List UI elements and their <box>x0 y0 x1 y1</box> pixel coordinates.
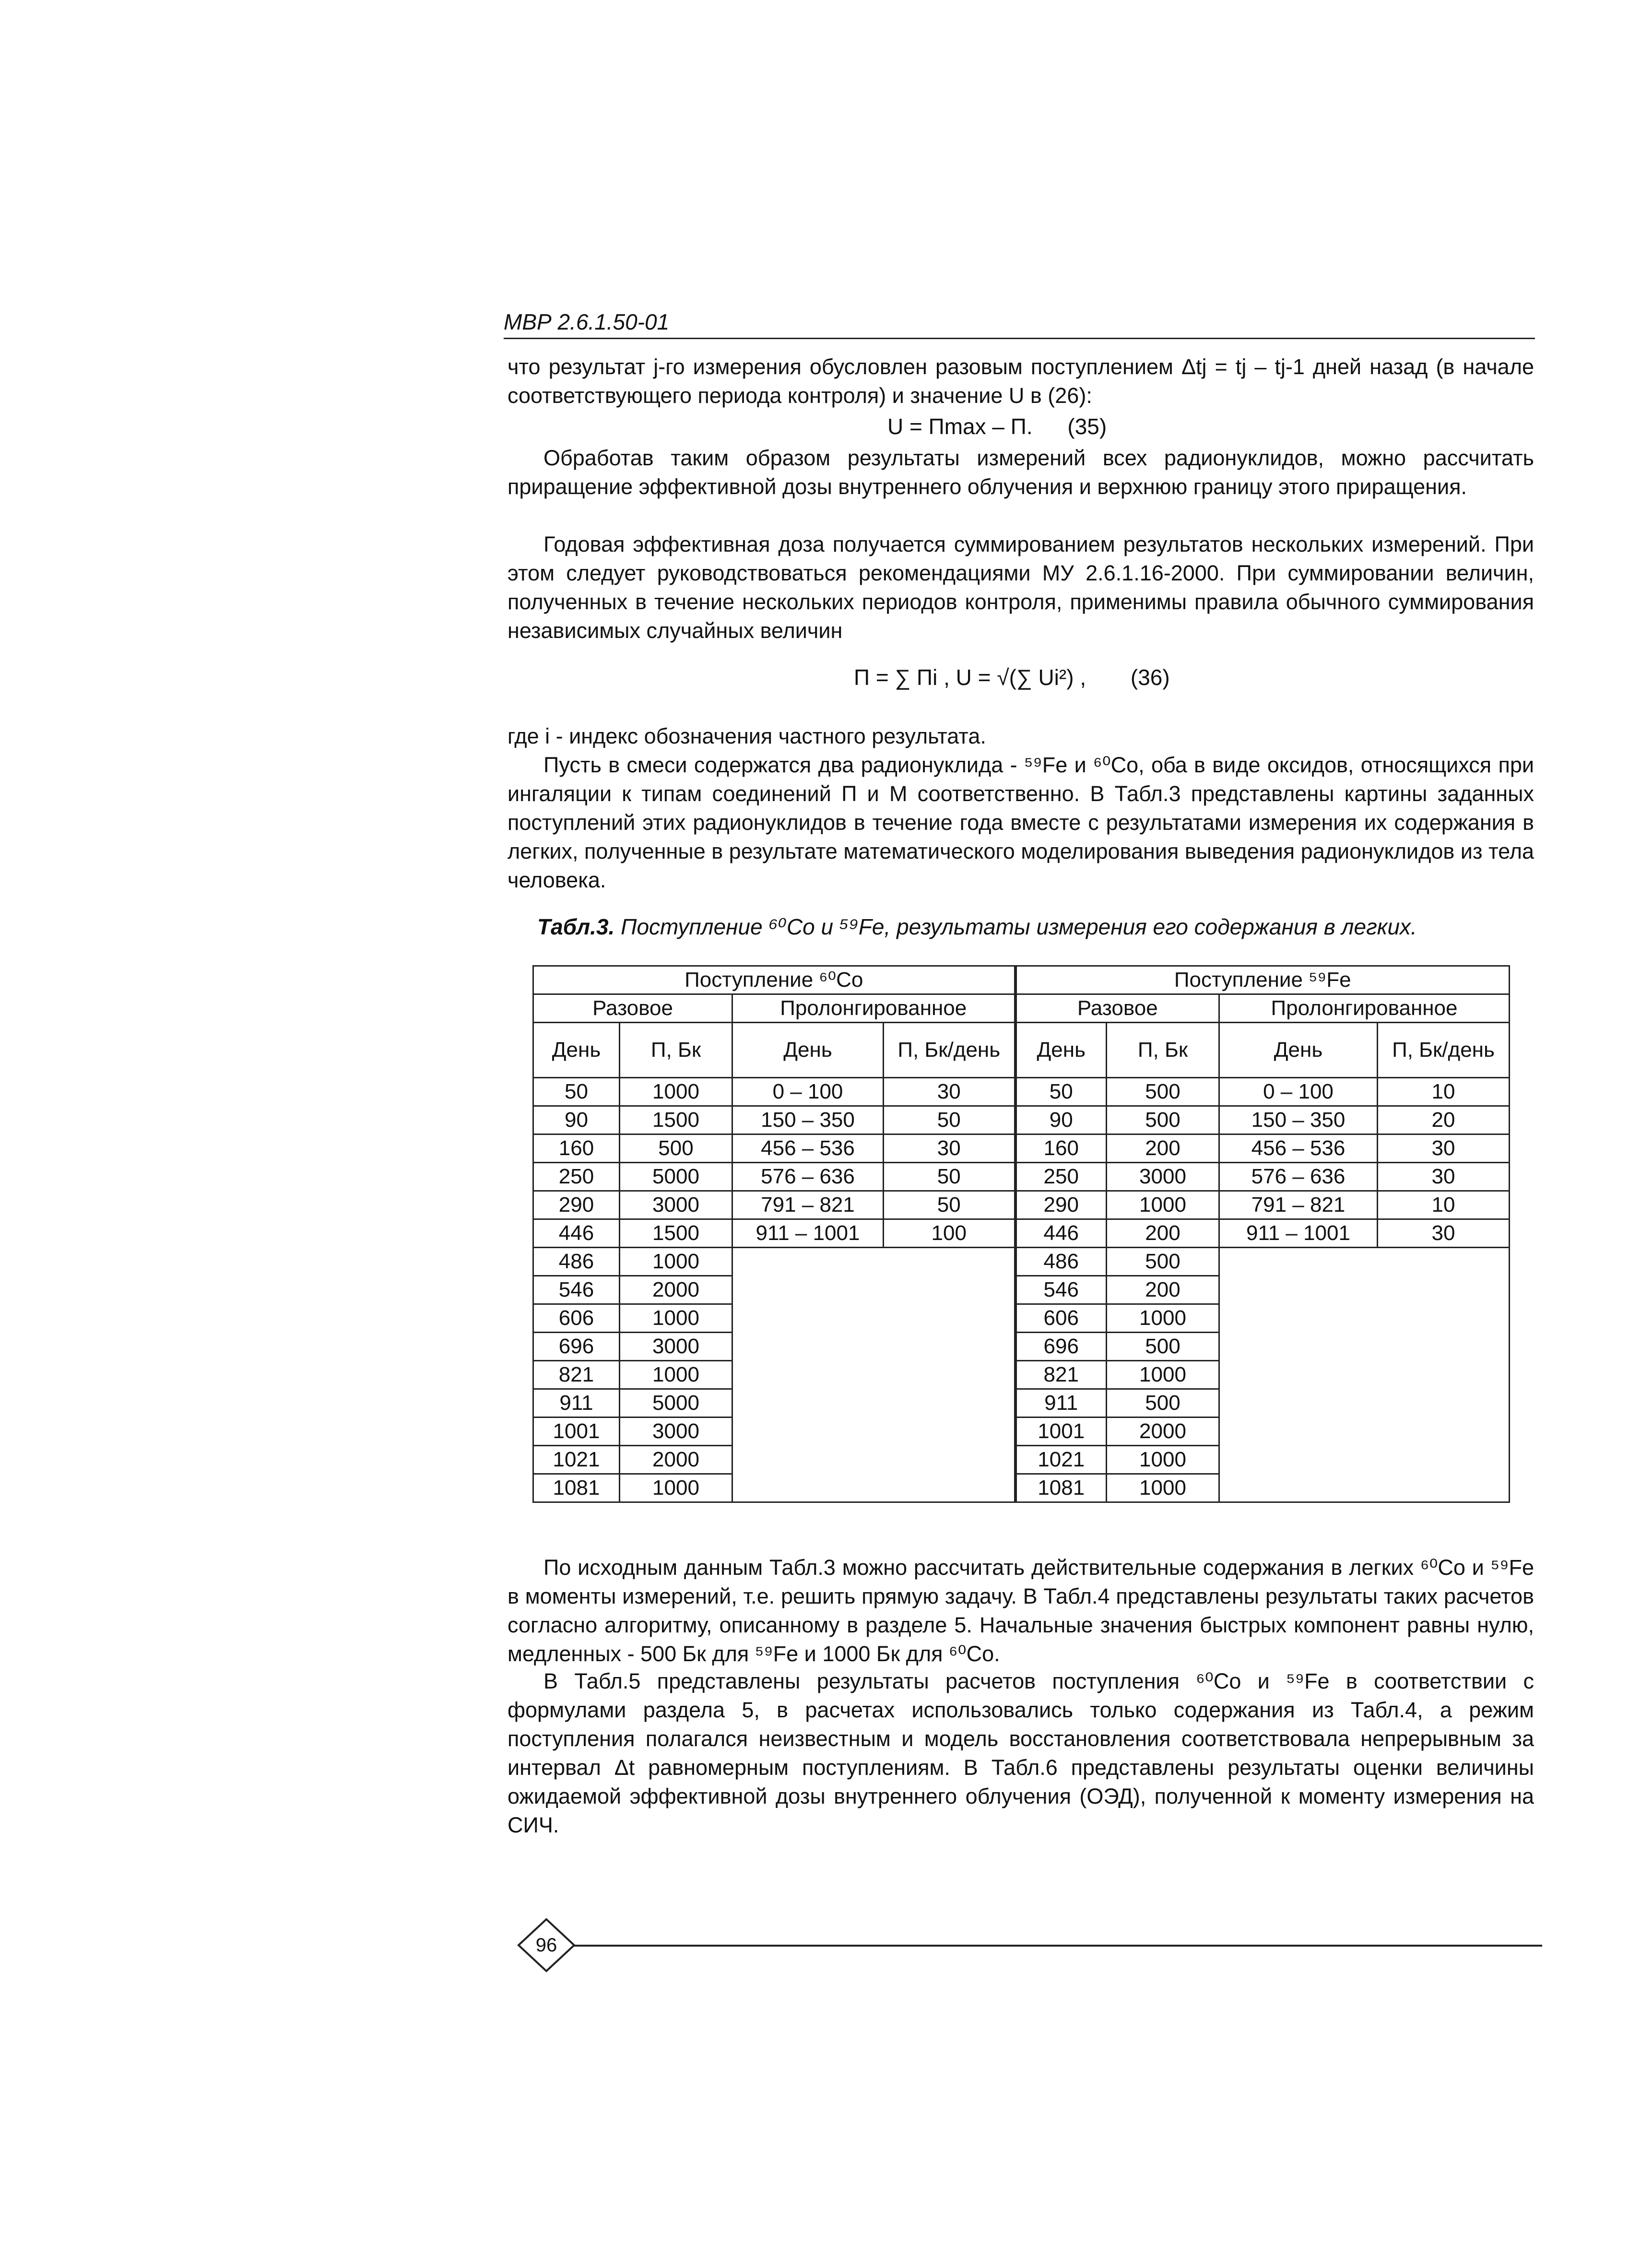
page-number: 96 <box>535 1935 557 1956</box>
co-single-day-cell: 606 <box>533 1304 620 1333</box>
fe-single-value-cell: 1000 <box>1107 1446 1219 1474</box>
co-single-value-cell: 1500 <box>620 1219 732 1248</box>
paragraph-2: Обработав таким образом результаты измерений всех радионуклидов, можно рассчитать приращение эффективной дозы внутреннего облучения и верхнюю границу этого приращения. <box>508 446 1534 499</box>
fe-single-day-cell: 546 <box>1015 1276 1107 1304</box>
fe-single-value-cell: 1000 <box>1107 1361 1219 1389</box>
co-single-value-cell: 2000 <box>620 1446 732 1474</box>
table-body <box>533 1078 1510 1502</box>
table-row <box>533 1134 1510 1163</box>
fe-prolonged-day-cell: 456 – 536 <box>1219 1134 1378 1163</box>
fe-single-day-cell: 446 <box>1015 1219 1107 1248</box>
co-prolonged-value-cell: 30 <box>884 1078 1015 1106</box>
co-single-day-cell: 290 <box>533 1191 620 1219</box>
fe-prolonged-day-cell: 150 – 350 <box>1219 1106 1378 1134</box>
co-prolonged-value-cell: 50 <box>884 1163 1015 1191</box>
fe-prolonged-header: Пролонгированное <box>1219 994 1510 1023</box>
fe-single-day-cell: 50 <box>1015 1078 1107 1106</box>
co-single-value-cell: 3000 <box>620 1418 732 1446</box>
fe-single-day-cell: 1001 <box>1015 1418 1107 1446</box>
paragraph-1: что результат j-го измерения обусловлен разовым поступлением Δtj = tj – tj-1 дней назад (в начале соответствующего периода контроля) и значение U в (26): <box>508 354 1534 408</box>
fe-single-value-cell: 500 <box>1107 1106 1219 1134</box>
co-prolonged-value-cell: 100 <box>884 1219 1015 1248</box>
fe-single-value-cell: 200 <box>1107 1134 1219 1163</box>
paragraph-3: Годовая эффективная доза получается суммированием результатов нескольких измерений. При этом следует руководствоваться рекомендациями МУ 2.6.1.16-2000. При суммировании величин, полученных в течение нескольких периодов контроля, применимы правила обычного суммирования независимых случайных величин <box>508 532 1534 643</box>
table-row <box>533 1219 1510 1248</box>
co-single-day-cell: 821 <box>533 1361 620 1389</box>
co-single-value-cell: 3000 <box>620 1333 732 1361</box>
formula-36-expr: П = ∑ Пi , U = √(∑ Ui²) , <box>854 665 1086 690</box>
co-single-value-cell: 1000 <box>620 1078 732 1106</box>
table-header-row-3 <box>533 1023 1510 1078</box>
table-row <box>533 1106 1510 1134</box>
fe-prolonged-value-cell: 10 <box>1378 1191 1510 1219</box>
co-single-value-cell: 500 <box>620 1134 732 1163</box>
table-row <box>533 1248 1510 1276</box>
fe-prolonged-value-cell: 30 <box>1378 1134 1510 1163</box>
table-3 <box>532 965 1510 1503</box>
co-single-day-cell: 911 <box>533 1389 620 1418</box>
co-prolonged-value-cell: 50 <box>884 1106 1015 1134</box>
paragraph-7: В Табл.5 представлены результаты расчетов поступления ⁶⁰Co и ⁵⁹Fe в соответствии с формулами раздела 5, в расчетах использовались только содержания из Табл.4, а режим поступления полагался неизвестным и модель восстановления соответствовала непрерывным за интервал Δt равномерным поступлениям. В Табл.6 представлены результаты оценки величины ожидаемой эффективной дозы внутреннего облучения (ОЭД), полученной к моменту измерения на СИЧ. <box>508 1669 1534 1837</box>
co-single-value-cell: 2000 <box>620 1276 732 1304</box>
fe-prolonged-value-cell: 20 <box>1378 1106 1510 1134</box>
table-header-row-1 <box>533 966 1510 994</box>
footer-rule <box>573 1945 1542 1947</box>
table-row <box>533 1163 1510 1191</box>
co-col-pbk: П, Бк <box>620 1023 732 1078</box>
co-single-value-cell: 1500 <box>620 1106 732 1134</box>
co-single-day-cell: 1001 <box>533 1418 620 1446</box>
fe-single-value-cell: 3000 <box>1107 1163 1219 1191</box>
document-code: МВР 2.6.1.50-01 <box>504 309 670 334</box>
table-caption-text: Поступление ⁶⁰Co и ⁵⁹Fe, результаты измерения его содержания в легких. <box>614 914 1417 939</box>
fe-single-day-cell: 606 <box>1015 1304 1107 1333</box>
co-single-day-cell: 50 <box>533 1078 620 1106</box>
co-single-value-cell: 1000 <box>620 1304 732 1333</box>
fe-prolonged-day-cell: 576 – 636 <box>1219 1163 1378 1191</box>
fe-single-day-cell: 486 <box>1015 1248 1107 1276</box>
fe-single-header: Разовое <box>1015 994 1219 1023</box>
co-prolonged-value-cell: 30 <box>884 1134 1015 1163</box>
co-col-day-prolonged: День <box>732 1023 884 1078</box>
fe-single-value-cell: 500 <box>1107 1078 1219 1106</box>
co-single-day-cell: 90 <box>533 1106 620 1134</box>
fe-single-day-cell: 290 <box>1015 1191 1107 1219</box>
fe-single-value-cell: 500 <box>1107 1389 1219 1418</box>
paragraph-4: где i - индекс обозначения частного результата. <box>508 724 986 748</box>
fe-prolonged-day-cell: 791 – 821 <box>1219 1191 1378 1219</box>
fe-prolonged-value-cell: 30 <box>1378 1163 1510 1191</box>
fe-col-day: День <box>1015 1023 1107 1078</box>
fe-prolonged-empty-cell <box>1219 1248 1510 1502</box>
fe-prolonged-day-cell: 911 – 1001 <box>1219 1219 1378 1248</box>
fe-prolonged-day-cell: 0 – 100 <box>1219 1078 1378 1106</box>
co-prolonged-day-cell: 0 – 100 <box>732 1078 884 1106</box>
co-single-day-cell: 696 <box>533 1333 620 1361</box>
fe-single-value-cell: 1000 <box>1107 1304 1219 1333</box>
co-prolonged-day-cell: 150 – 350 <box>732 1106 884 1134</box>
fe-prolonged-value-cell: 10 <box>1378 1078 1510 1106</box>
co-single-value-cell: 5000 <box>620 1389 732 1418</box>
co-prolonged-header: Пролонгированное <box>732 994 1015 1023</box>
co-single-day-cell: 486 <box>533 1248 620 1276</box>
fe-single-value-cell: 200 <box>1107 1276 1219 1304</box>
fe-single-day-cell: 250 <box>1015 1163 1107 1191</box>
co-prolonged-day-cell: 791 – 821 <box>732 1191 884 1219</box>
co-single-day-cell: 1081 <box>533 1474 620 1502</box>
fe-col-pbkday: П, Бк/день <box>1378 1023 1510 1078</box>
fe-col-day-prolonged: День <box>1219 1023 1378 1078</box>
fe-single-value-cell: 500 <box>1107 1248 1219 1276</box>
fe-col-pbk: П, Бк <box>1107 1023 1219 1078</box>
co-single-value-cell: 5000 <box>620 1163 732 1191</box>
co-single-day-cell: 160 <box>533 1134 620 1163</box>
co-header: Поступление ⁶⁰Co <box>533 966 1015 994</box>
fe-single-day-cell: 696 <box>1015 1333 1107 1361</box>
co-single-day-cell: 1021 <box>533 1446 620 1474</box>
fe-single-day-cell: 1021 <box>1015 1446 1107 1474</box>
formula-35-expr: U = Пmax – П. <box>887 414 1033 439</box>
fe-single-value-cell: 1000 <box>1107 1474 1219 1502</box>
fe-single-day-cell: 160 <box>1015 1134 1107 1163</box>
co-col-day: День <box>533 1023 620 1078</box>
co-single-header: Разовое <box>533 994 732 1023</box>
table-caption-label: Табл.3. <box>537 914 615 939</box>
fe-single-value-cell: 500 <box>1107 1333 1219 1361</box>
co-prolonged-day-cell: 456 – 536 <box>732 1134 884 1163</box>
fe-header: Поступление ⁵⁹Fe <box>1015 966 1510 994</box>
co-single-value-cell: 3000 <box>620 1191 732 1219</box>
table-header-row-2 <box>533 994 1510 1023</box>
table-row <box>533 1191 1510 1219</box>
co-prolonged-day-cell: 576 – 636 <box>732 1163 884 1191</box>
fe-single-day-cell: 90 <box>1015 1106 1107 1134</box>
co-single-value-cell: 1000 <box>620 1248 732 1276</box>
fe-single-value-cell: 200 <box>1107 1219 1219 1248</box>
fe-single-day-cell: 821 <box>1015 1361 1107 1389</box>
fe-single-day-cell: 1081 <box>1015 1474 1107 1502</box>
fe-single-value-cell: 1000 <box>1107 1191 1219 1219</box>
co-single-value-cell: 1000 <box>620 1361 732 1389</box>
formula-35 <box>887 413 1107 439</box>
paragraph-6: По исходным данным Табл.3 можно рассчитать действительные содержания в легких ⁶⁰Co и ⁵⁹Fe в моменты измерений, т.е. решить прямую задачу. В Табл.4 представлены результаты таких расчетов согласно алгоритму, описанному в разделе 5. Начальные значения быстрых компонент равны нулю, медленных - 500 Бк для ⁵⁹Fe и 1000 Бк для ⁶⁰Co. <box>508 1555 1534 1666</box>
table-row <box>533 1078 1510 1106</box>
fe-prolonged-value-cell: 30 <box>1378 1219 1510 1248</box>
co-single-day-cell: 446 <box>533 1219 620 1248</box>
paragraph-5: Пусть в смеси содержатся два радионуклида - ⁵⁹Fe и ⁶⁰Co, оба в виде оксидов, относящихся при ингаляции к типам соединений П и М соответственно. В Табл.3 представлены картины заданных поступлений этих радионуклидов в течение года вместе с результатами измерения их содержания в легких, полученные в результате математического моделирования выведения радионуклидов из тела человека. <box>508 753 1534 892</box>
formula-36-number: (36) <box>1130 665 1170 690</box>
table-caption <box>537 914 1417 940</box>
co-prolonged-value-cell: 50 <box>884 1191 1015 1219</box>
fe-single-value-cell: 2000 <box>1107 1418 1219 1446</box>
formula-35-number: (35) <box>1067 414 1107 439</box>
co-single-value-cell: 1000 <box>620 1474 732 1502</box>
fe-single-day-cell: 911 <box>1015 1389 1107 1418</box>
page-footer <box>516 1916 1542 1974</box>
co-prolonged-day-cell: 911 – 1001 <box>732 1219 884 1248</box>
co-single-day-cell: 250 <box>533 1163 620 1191</box>
co-single-day-cell: 546 <box>533 1276 620 1304</box>
formula-36 <box>854 664 1170 690</box>
co-col-pbkday: П, Бк/день <box>884 1023 1015 1078</box>
co-prolonged-empty-cell <box>732 1248 1015 1502</box>
running-header <box>504 309 1535 339</box>
